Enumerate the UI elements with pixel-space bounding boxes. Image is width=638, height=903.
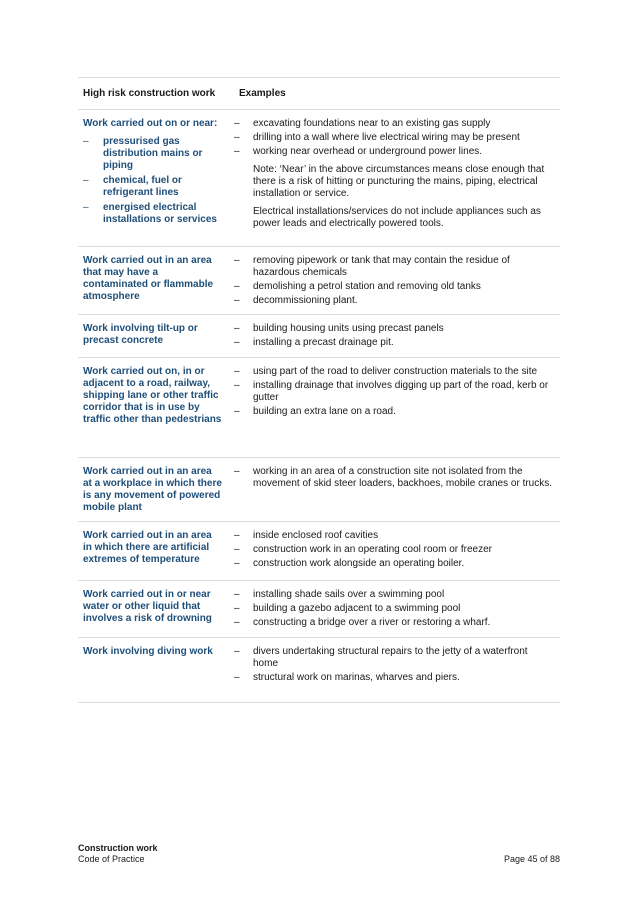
example-text: building a gazebo adjacent to a swimming pool [253, 603, 461, 614]
example-note: Note: ‘Near’ in the above circumstances means close enough that there is a risk of hitting or puncturing the mains, piping, electrical installation or service. [253, 164, 545, 199]
table-row [78, 247, 560, 315]
example-text: divers undertaking structural repairs to the jetty of a waterfront home [253, 646, 528, 669]
example-text: installing a precast drainage pit. [253, 337, 394, 348]
table-row [78, 315, 560, 358]
example-item [226, 281, 554, 293]
example-text: excavating foundations near to an existing gas supply [253, 118, 491, 129]
example-item [226, 544, 554, 556]
examples-list [226, 255, 554, 307]
dash-bullet: – [234, 337, 240, 348]
dash-bullet: – [234, 646, 240, 657]
example-text: construction work alongside an operating boiler. [253, 558, 465, 569]
table-row [78, 522, 560, 581]
work-subitem [83, 202, 222, 226]
risk-table [78, 77, 560, 703]
work-type-text: Work carried out in an area that may have a contaminated or flammable atmosphere [83, 255, 214, 302]
dash-bullet: – [234, 132, 240, 143]
example-item [226, 380, 554, 404]
work-subitem-text: energised electrical installations or services [103, 202, 217, 225]
example-item [226, 617, 554, 629]
dash-bullet: – [234, 406, 240, 417]
examples-cell [226, 581, 560, 637]
dash-bullet: – [234, 672, 240, 683]
work-subitem-text: pressurised gas distribution mains or piping [103, 136, 203, 171]
table-row [78, 458, 560, 522]
table-row [78, 638, 560, 703]
example-item [226, 530, 554, 542]
examples-cell [226, 247, 560, 314]
dash-bullet: – [234, 366, 240, 377]
table-row [78, 581, 560, 638]
examples-cell [226, 358, 560, 457]
dash-bullet: – [234, 558, 240, 569]
examples-list [226, 466, 554, 490]
dash-bullet: – [83, 202, 89, 213]
work-type-text: Work carried out in or near water or other liquid that involves a risk of drowning [83, 589, 212, 624]
work-type-text: Work involving diving work [83, 646, 213, 657]
examples-list [226, 530, 554, 570]
table-body [78, 110, 560, 703]
work-subitem-text: chemical, fuel or refrigerant lines [103, 175, 182, 198]
example-item [226, 558, 554, 570]
example-item [226, 323, 554, 335]
dash-bullet: – [234, 255, 240, 266]
examples-list [226, 323, 554, 349]
example-text: installing drainage that involves digging up part of the road, kerb or gutter [253, 380, 549, 403]
example-text: construction work in an operating cool room or freezer [253, 544, 493, 555]
dash-bullet: – [83, 175, 89, 186]
dash-bullet: – [234, 466, 240, 477]
work-subitems [83, 136, 222, 226]
examples-list [226, 646, 554, 684]
work-type-cell [78, 110, 226, 246]
examples-cell [226, 638, 560, 702]
examples-cell [226, 315, 560, 357]
example-item [226, 466, 554, 490]
example-item [226, 337, 554, 349]
example-text: demolishing a petrol station and removing old tanks [253, 281, 481, 292]
example-item [226, 255, 554, 279]
examples-list [226, 589, 554, 629]
work-type-text: Work carried out on, in or adjacent to a road, railway, shipping lane or other traffic corridor that is in use by traffic other than pedestrians [83, 366, 222, 425]
footer-title: Construction work [78, 843, 158, 853]
dash-bullet: – [234, 118, 240, 129]
work-type-cell [78, 315, 226, 357]
example-item [226, 118, 554, 130]
dash-bullet: – [234, 530, 240, 541]
work-subitem [83, 136, 222, 172]
example-text: working in an area of a construction site not isolated from the movement of skid steer loaders, backhoes, mobile cranes or trucks. [253, 466, 553, 489]
examples-cell [226, 522, 560, 580]
work-type-text: Work involving tilt-up or precast concrete [83, 323, 198, 346]
footer-subtitle: Code of Practice [78, 854, 145, 864]
examples-cell [226, 110, 560, 246]
work-type-cell [78, 458, 226, 521]
example-item [226, 589, 554, 601]
examples-list [226, 118, 554, 158]
example-item [226, 146, 554, 158]
dash-bullet: – [234, 380, 240, 391]
dash-bullet: – [234, 146, 240, 157]
example-item [226, 603, 554, 615]
dash-bullet: – [234, 617, 240, 628]
dash-bullet: – [234, 323, 240, 334]
example-text: installing shade sails over a swimming pool [253, 589, 445, 600]
work-type-text: Work carried out in an area in which there are artificial extremes of temperature [83, 530, 212, 565]
dash-bullet: – [234, 544, 240, 555]
example-item [226, 406, 554, 418]
example-note: Electrical installations/services do not include appliances such as power leads and electrically powered tools. [253, 206, 541, 229]
page-footer [78, 843, 560, 865]
example-text: inside enclosed roof cavities [253, 530, 379, 541]
example-text: removing pipework or tank that may contain the residue of hazardous chemicals [253, 255, 510, 278]
dash-bullet: – [234, 589, 240, 600]
example-text: using part of the road to deliver construction materials to the site [253, 366, 538, 377]
work-type-cell [78, 581, 226, 637]
example-item [226, 646, 554, 670]
dash-bullet: – [234, 603, 240, 614]
header-high-risk-work: High risk construction work [83, 88, 216, 99]
work-type-cell [78, 638, 226, 702]
example-text: building an extra lane on a road. [253, 406, 396, 417]
work-type-cell [78, 247, 226, 314]
example-text: drilling into a wall where live electrical wiring may be present [253, 132, 520, 143]
example-item [226, 672, 554, 684]
example-text: decommissioning plant. [253, 295, 358, 306]
work-type-cell [78, 358, 226, 457]
example-item [226, 295, 554, 307]
page-number: Page 45 of 88 [503, 854, 560, 864]
work-type-cell [78, 522, 226, 580]
work-subitem [83, 175, 222, 199]
work-type-text: Work carried out on or near: [83, 118, 218, 129]
header-examples: Examples [239, 88, 286, 99]
examples-list [226, 366, 554, 418]
table-header [78, 78, 560, 110]
example-text: structural work on marinas, wharves and piers. [253, 672, 460, 683]
examples-cell [226, 458, 560, 521]
example-item [226, 366, 554, 378]
dash-bullet: – [234, 281, 240, 292]
example-item [226, 132, 554, 144]
table-row [78, 110, 560, 247]
example-text: working near overhead or underground power lines. [253, 146, 483, 157]
work-type-text: Work carried out in an area at a workplace in which there is any movement of powered mobile plant [83, 466, 222, 513]
dash-bullet: – [234, 295, 240, 306]
table-row [78, 358, 560, 458]
dash-bullet: – [83, 136, 89, 147]
example-text: constructing a bridge over a river or restoring a wharf. [253, 617, 491, 628]
example-text: building housing units using precast panels [253, 323, 444, 334]
